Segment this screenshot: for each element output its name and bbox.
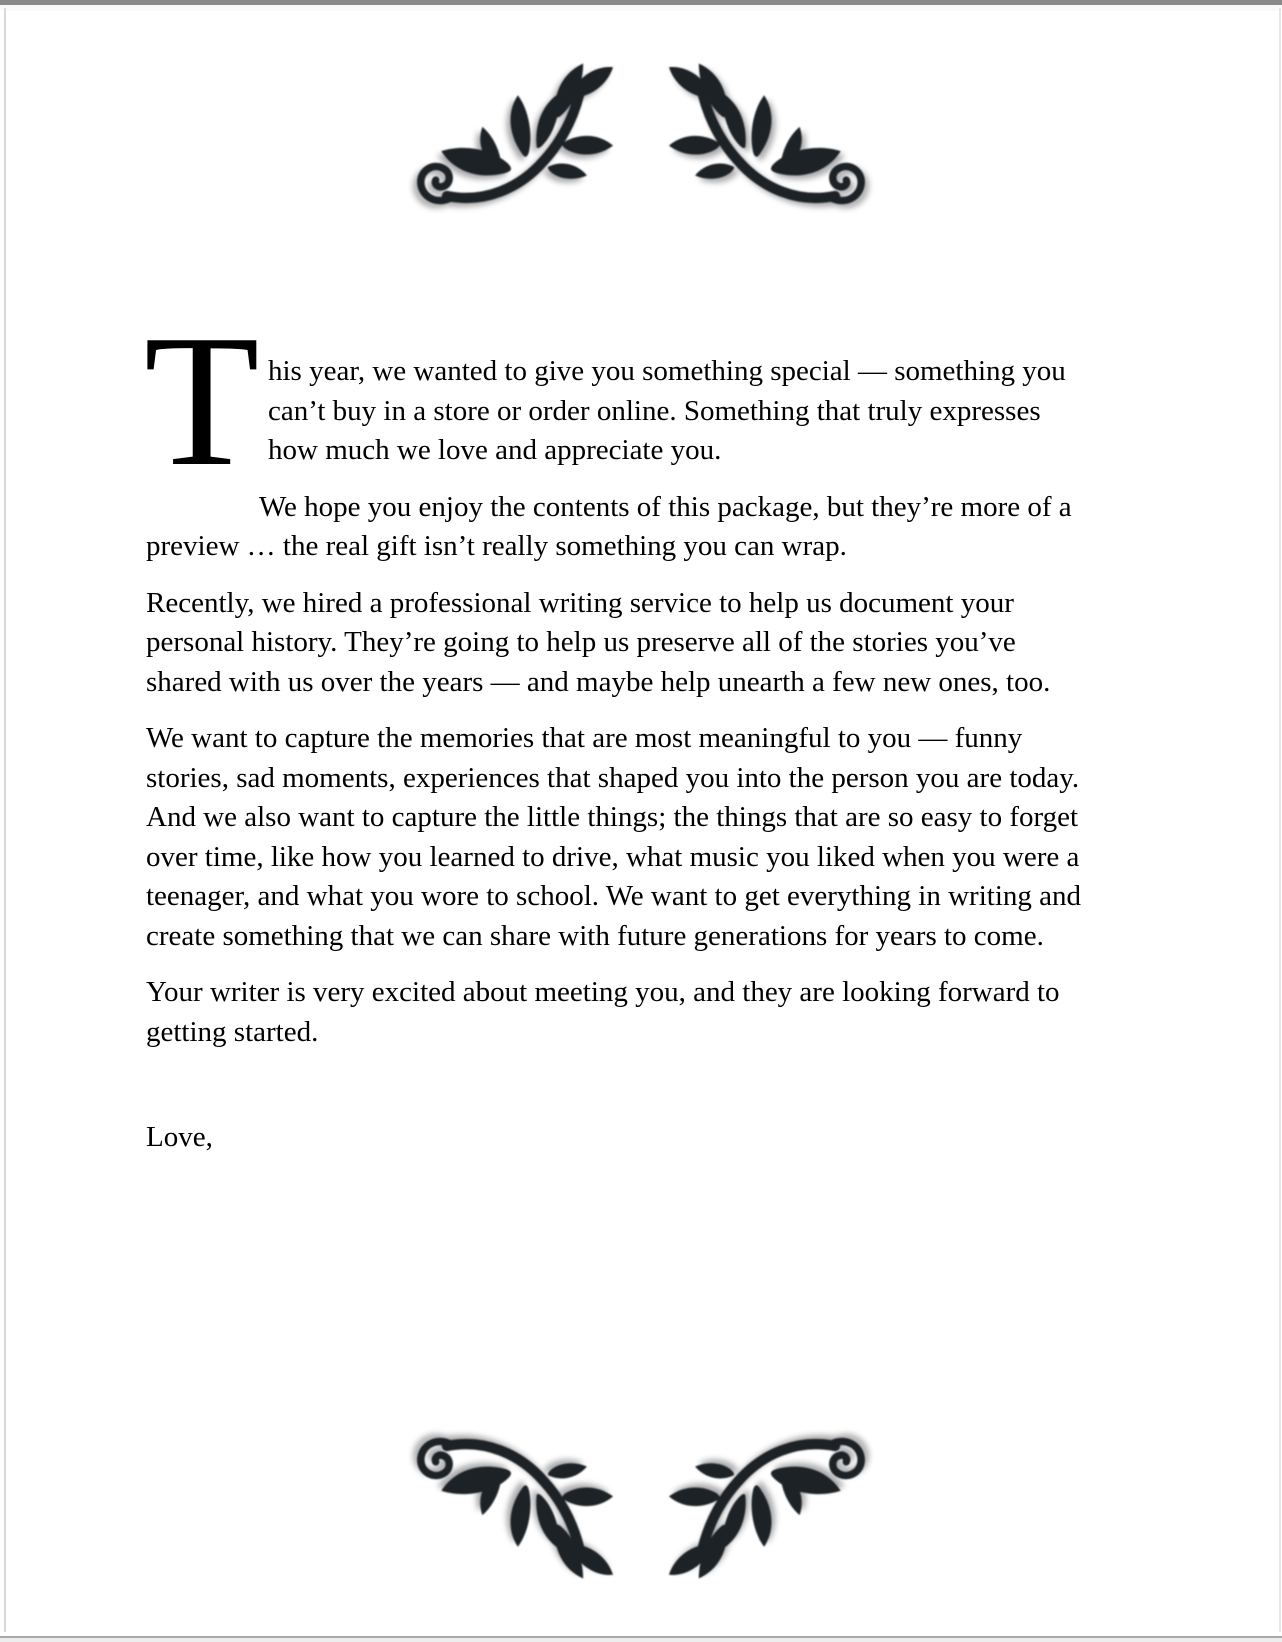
floral-flourish-mirrored-flipped-icon xyxy=(663,1418,869,1586)
drop-cap-letter: T xyxy=(144,296,260,505)
paragraph-opening xyxy=(144,296,1094,505)
letter-body xyxy=(144,296,1094,1158)
paragraph-package: We hope you enjoy the contents of this package, but they’re more of a preview … the real gift isn’t really something you can wrap. xyxy=(146,490,1072,562)
floral-flourish-icon xyxy=(413,56,619,224)
viewer-top-edge-soft xyxy=(0,5,1282,11)
floral-flourish-mirrored-icon xyxy=(663,56,869,224)
viewer-bottom-edge-soft xyxy=(0,1638,1282,1642)
paragraph-memories: We want to capture the memories that are most meaningful to you — funny stories, sad moments, experiences that shaped you into the person you are today. And we also want to capture the little things; the things that are so easy to forget over time, like how you learned to drive, what music you liked when you were a teenager, and what you wore to school. We want to get everything in writing and create something that we can share with future generations for years to come. xyxy=(146,722,1081,952)
page-left-edge xyxy=(4,8,6,1632)
page-right-edge xyxy=(1279,8,1281,1632)
bottom-ornament-row xyxy=(0,1418,1282,1586)
paragraph-writer-excited: Your writer is very excited about meeting you, and they are looking forward to getting started. xyxy=(146,976,1060,1048)
signoff: Love, xyxy=(146,1121,213,1153)
floral-flourish-flipped-icon xyxy=(413,1418,619,1586)
top-ornament-row xyxy=(0,56,1282,224)
opening-text: his year, we wanted to give you something special — something you can’t buy in a store or order online. Something that truly expresses how much we love and appreciate you. xyxy=(268,355,1066,466)
paragraph-writing-service: Recently, we hired a professional writing service to help us document your personal history. They’re going to help us preserve all of the stories you’ve shared with us over the years — and maybe help unearth a few new ones, too. xyxy=(146,586,1051,698)
